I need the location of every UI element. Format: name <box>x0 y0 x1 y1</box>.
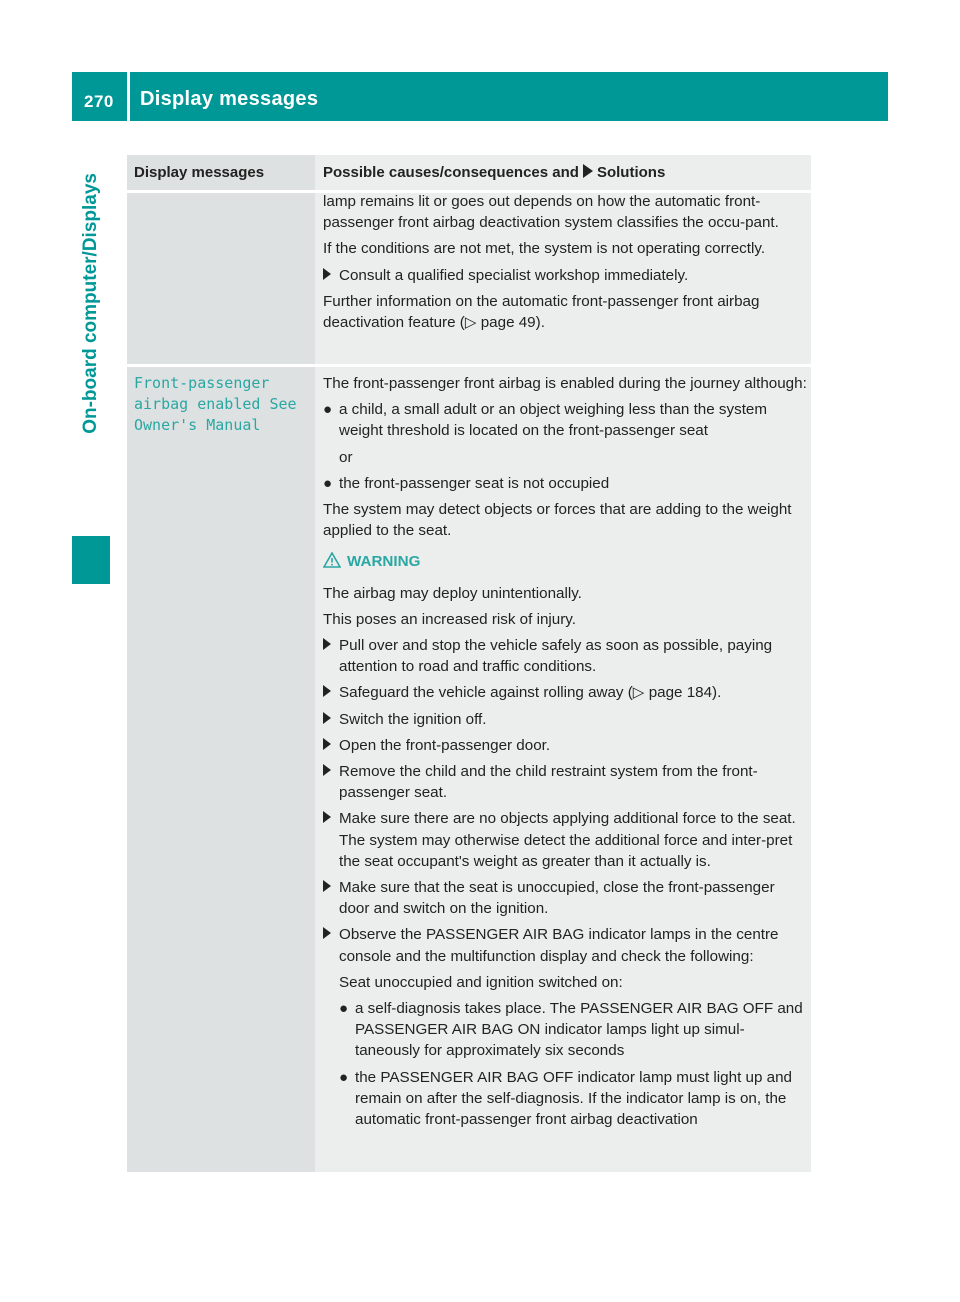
step-arrow-icon <box>323 738 331 750</box>
bullet-icon: ● <box>339 1000 349 1018</box>
solution-step <box>323 735 807 756</box>
side-tab-label: On-board computer/Displays <box>80 173 101 434</box>
step-arrow-icon <box>323 764 331 776</box>
row2-bullet-2 <box>323 473 807 494</box>
solution-step <box>323 682 807 703</box>
bullet-icon: ● <box>323 401 333 419</box>
header-bar <box>130 72 888 121</box>
row1-text-1: lamp remains lit or goes out depends on how the automatic front-passenger front airbag deactivation system classifies the occu-pant. <box>323 193 779 232</box>
column-header-causes <box>323 164 665 181</box>
solution-step-text: Observe the PASSENGER AIR BAG indicator lamps in the centre console and the multifunction display and check the following: <box>339 926 779 965</box>
row2-bullet-1-text: a child, a small adult or an object weighing less than the system weight threshold is located on the front-passenger seat <box>339 401 768 440</box>
messages-table <box>127 155 811 1172</box>
solution-substep-heading: Seat unoccupied and ignition switched on: <box>339 973 623 991</box>
solution-step-text: Remove the child and the child restraint system from the front-passenger seat. <box>339 763 758 802</box>
warning-text-1: The airbag may deploy unintentionally. <box>323 584 582 602</box>
solution-step-text: Pull over and stop the vehicle safely as soon as possible, paying attention to road and traffic conditions. <box>339 637 773 676</box>
solution-sub-bullet <box>339 998 807 1062</box>
warning-text-2: This poses an increased risk of injury. <box>323 610 576 628</box>
solution-step-note: The system may otherwise detect the additional force and inter-pret the seat occupant's weight as greater than it actually is. <box>339 831 793 870</box>
column-header-messages: Display messages <box>134 164 265 181</box>
row1-step-1 <box>323 265 807 286</box>
solution-step <box>323 761 807 803</box>
table-row-2-content <box>323 373 807 1135</box>
row2-detect-text: The system may detect objects or forces that are adding to the weight applied to the seat. <box>323 501 792 540</box>
step-arrow-icon <box>323 638 331 650</box>
row2-or: or <box>339 448 353 466</box>
solution-step-text: Open the front-passenger door. <box>339 736 551 754</box>
solution-sub-bullet-text: a self-diagnosis takes place. The PASSENGER AIR BAG OFF and PASSENGER AIR BAG ON indicator lamps light up simul-taneously for approximately six seconds <box>355 1000 803 1060</box>
solution-step-text: Switch the ignition off. <box>339 710 487 728</box>
solution-sub-bullet <box>339 1067 807 1131</box>
column-header-causes-text: Possible causes/consequences and <box>323 164 579 181</box>
arrow-right-icon <box>583 164 593 178</box>
page-number: 270 <box>84 92 114 111</box>
column-header-solutions-text: Solutions <box>596 164 666 181</box>
page-number-box <box>72 72 127 121</box>
solution-step-text: Make sure there are no objects applying additional force to the seat. <box>339 810 796 828</box>
solution-sub-bullet-text: the PASSENGER AIR BAG OFF indicator lamp must light up and remain on after the self-diagnosis. If the indicator lamp is on, the automatic front-passenger front airbag deactivation <box>355 1068 792 1129</box>
warning-triangle-icon <box>323 552 341 568</box>
solution-step <box>323 877 807 919</box>
side-tab-block <box>72 536 110 584</box>
table-column-messages <box>127 155 315 1172</box>
display-message-line: airbag enabled See <box>134 395 297 413</box>
step-arrow-icon <box>323 880 331 892</box>
display-message-line: Front-passenger <box>134 374 270 392</box>
row2-bullet-1 <box>323 399 807 441</box>
bullet-icon: ● <box>323 474 333 492</box>
display-message-front-passenger-airbag-enabled <box>134 373 297 436</box>
table-header <box>127 155 811 190</box>
step-arrow-icon <box>323 811 331 823</box>
solution-step-text: Make sure that the seat is unoccupied, close the front-passenger door and switch on the ignition. <box>339 879 775 918</box>
table-row-1-content <box>323 191 807 338</box>
row1-text-3: Further information on the automatic front-passenger front airbag deactivation feature (▷ page 49). <box>323 292 760 332</box>
solution-step <box>323 635 807 677</box>
side-tab <box>72 121 110 584</box>
row-separator <box>127 364 811 367</box>
row1-text-2: If the conditions are not met, the system is not operating correctly. <box>323 240 766 258</box>
step-arrow-icon <box>323 268 331 280</box>
warning-heading <box>323 551 807 572</box>
solution-step <box>323 924 807 966</box>
step-arrow-icon <box>323 685 331 697</box>
bullet-icon: ● <box>339 1068 349 1086</box>
row2-intro: The front-passenger front airbag is enabled during the journey although: <box>323 375 807 392</box>
warning-label: WARNING <box>347 553 421 571</box>
solution-step-text: Safeguard the vehicle against rolling away (▷ page 184). <box>339 684 722 702</box>
display-message-line: Owner's Manual <box>134 416 261 434</box>
solution-step <box>323 808 807 872</box>
row2-bullet-2-text: the front-passenger seat is not occupied <box>339 474 610 492</box>
row1-step-1-text: Consult a qualified specialist workshop immediately. <box>339 266 689 284</box>
page-title: Display messages <box>140 88 319 110</box>
step-arrow-icon <box>323 927 331 939</box>
solution-step <box>323 709 807 730</box>
step-arrow-icon <box>323 712 331 724</box>
